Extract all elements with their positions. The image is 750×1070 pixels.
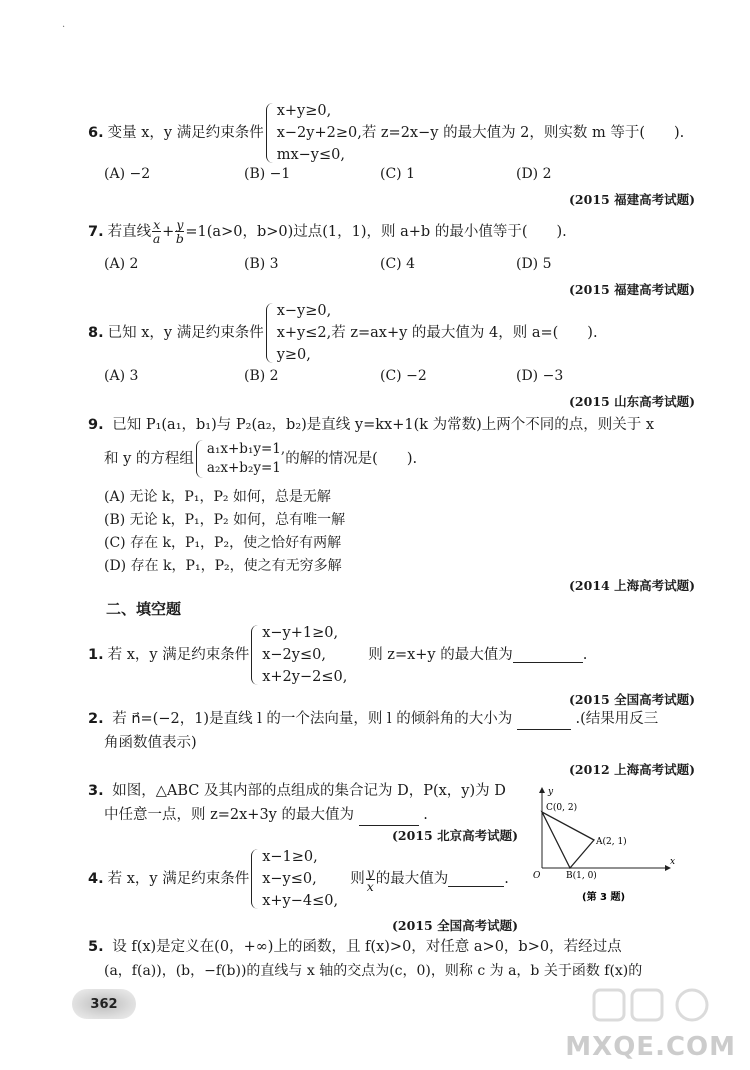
triangle-abc xyxy=(542,812,594,868)
question-text: 若 x，y 满足约束条件 xyxy=(107,647,250,663)
option-d: (D) 2 xyxy=(516,166,552,182)
option-d: (D) 5 xyxy=(516,256,552,272)
question-text: 若 n⃗=(−2，1)是直线 l 的一个法向量，则 l 的倾斜角的大小为 xyxy=(112,711,513,727)
option-c: (C) 存在 k，P₁，P₂，使之恰好有两解 xyxy=(104,535,342,551)
question-6 xyxy=(88,100,688,166)
question-text: 已知 x，y 满足约束条件 xyxy=(107,325,264,341)
question-number: 6. xyxy=(88,125,104,141)
constraint: x−2y+2≥0, xyxy=(276,125,362,141)
brace xyxy=(266,103,273,163)
punctuation: . xyxy=(582,647,588,663)
punctuation: . xyxy=(504,871,509,887)
question-text: 已知 P₁(a₁，b₁)与 P₂(a₂，b₂)是直线 y=kx+1(k 为常数)上两个不同的点，则关于 x xyxy=(112,417,655,433)
constraint: x−y≤0, xyxy=(262,871,317,887)
constraint: x+y≤2, xyxy=(276,325,332,341)
question-number: 5. xyxy=(88,939,104,955)
question-text: 若 z=2x−y 的最大值为 2，则实数 m 等于( ). xyxy=(361,125,685,141)
constraint: x+y−4≤0, xyxy=(262,893,339,909)
answer-blank[interactable] xyxy=(513,648,583,663)
brace xyxy=(266,303,273,363)
punctuation: . xyxy=(423,807,428,823)
fill-question-3 xyxy=(88,780,528,802)
equation-system xyxy=(207,440,285,478)
question-number: 2. xyxy=(88,711,104,727)
question-number: 3. xyxy=(88,783,104,799)
source-note: (2015 福建高考试题) xyxy=(569,282,695,297)
constraint: x−2y≤0, xyxy=(262,647,326,663)
question-number: 7. xyxy=(88,223,104,240)
brace xyxy=(251,849,258,909)
question-text: 则 xyxy=(350,871,365,887)
constraint: y≥0, xyxy=(276,347,311,363)
question-text: 若 z=ax+y 的最大值为 4，则 a=( ). xyxy=(331,325,598,341)
option-a: (A) −2 xyxy=(104,166,151,182)
fraction xyxy=(175,218,184,245)
option-a: (A) 2 xyxy=(104,256,139,272)
constraint: mx−y≤0, xyxy=(276,147,345,163)
point-c-label: C(0, 2) xyxy=(546,803,578,813)
origin-label: O xyxy=(533,871,541,881)
page-number: 362 xyxy=(72,989,136,1019)
question-text: 的最大值为 xyxy=(375,871,449,887)
fill-question-5-line-2: (a，f(a))，(b，−f(b))的直线与 x 轴的交点为(c，0)，则称 c 为 a，b 关于函数 f(x)的 xyxy=(104,963,643,979)
constraint: x−y≥0, xyxy=(276,303,332,319)
point-a-label: A(2, 1) xyxy=(596,837,627,847)
source-note: (2014 上海高考试题) xyxy=(569,578,695,593)
fill-question-2 xyxy=(88,708,688,730)
question-text: 设 f(x)是定义在(0，+∞)上的函数，且 f(x)>0，对任意 a>0，b>0，若经过点 xyxy=(112,939,622,955)
section-title: 二、填空题 xyxy=(106,600,182,618)
constraint: x−y+1≥0, xyxy=(262,625,339,641)
question-text: 若 x，y 满足约束条件 xyxy=(107,871,250,887)
x-axis-label: x xyxy=(670,857,676,867)
equation: a₂x+b₂y=1 xyxy=(206,460,281,476)
source-note: (2015 全国高考试题) xyxy=(392,918,518,933)
denominator: b xyxy=(175,231,184,246)
denominator: a xyxy=(152,231,161,246)
source-note: (2012 上海高考试题) xyxy=(569,762,695,777)
option-b: (B) 2 xyxy=(244,368,279,384)
question-text: =1(a>0，b>0)过点(1，1)，则 a+b 的最小值等于( ). xyxy=(185,223,567,240)
fill-question-1 xyxy=(88,622,688,688)
question-number: 1. xyxy=(88,647,104,663)
point-b-label: B(1, 0) xyxy=(566,871,597,881)
fraction xyxy=(152,218,161,245)
fill-question-3-line-2 xyxy=(104,804,524,826)
constraint-system xyxy=(262,622,368,688)
constraint: x+y≥0, xyxy=(276,103,332,119)
question-number: 9. xyxy=(88,417,104,433)
source-note: (2015 山东高考试题) xyxy=(569,394,695,409)
source-note: (2015 全国高考试题) xyxy=(569,692,695,707)
question-7 xyxy=(88,218,688,245)
answer-blank[interactable] xyxy=(517,715,571,730)
fill-question-5 xyxy=(88,936,688,958)
denominator: x xyxy=(366,878,374,894)
question-number: 4. xyxy=(88,871,104,887)
question-8 xyxy=(88,300,688,366)
option-b: (B) 3 xyxy=(244,256,279,272)
options-9 xyxy=(104,486,704,578)
watermark-text: MXQE.COM xyxy=(565,1032,736,1062)
question-text: 则 z=x+y 的最大值为 xyxy=(368,647,513,663)
brace xyxy=(251,625,258,685)
question-text: 的解的情况是( ). xyxy=(285,451,418,467)
numerator: x xyxy=(153,217,161,232)
question-9-line-2 xyxy=(104,440,704,478)
constraint-system xyxy=(277,300,332,366)
question-text: 变量 x，y 满足约束条件 xyxy=(107,125,264,141)
plus-sign: + xyxy=(162,223,175,240)
source-note: (2015 福建高考试题) xyxy=(569,192,695,207)
option-d: (D) 存在 k，P₁，P₂，使之有无穷多解 xyxy=(104,558,342,574)
option-c: (C) 1 xyxy=(380,166,415,182)
answer-blank[interactable] xyxy=(359,811,419,826)
option-a: (A) 3 xyxy=(104,368,139,384)
constraint: x+2y−2≤0, xyxy=(262,669,348,685)
question-text: 和 y 的方程组 xyxy=(104,451,194,467)
equation: a₁x+b₁y=1, xyxy=(206,441,286,457)
question-number: 8. xyxy=(88,325,104,341)
option-c: (C) 4 xyxy=(380,256,415,272)
y-axis-label: y xyxy=(548,787,554,797)
answer-blank[interactable] xyxy=(448,872,504,887)
question-9 xyxy=(88,414,688,436)
question-text: .(结果用反三 xyxy=(575,711,659,727)
figure-caption: (第 3 题) xyxy=(582,892,626,903)
option-b: (B) −1 xyxy=(244,166,291,182)
fraction xyxy=(366,866,375,893)
option-a: (A) 无论 k，P₁，P₂ 如何，总是无解 xyxy=(104,489,331,505)
constraint-system xyxy=(277,100,362,166)
fill-question-4 xyxy=(88,846,528,912)
brace xyxy=(196,440,203,478)
source-note: (2015 北京高考试题) xyxy=(392,828,518,843)
option-b: (B) 无论 k，P₁，P₂ 如何，总有唯一解 xyxy=(104,512,346,528)
stray-mark: · xyxy=(62,22,66,33)
question-text: 中任意一点，则 z=2x+3y 的最大值为 xyxy=(104,807,354,823)
numerator: y xyxy=(176,217,184,232)
numerator: y xyxy=(366,864,374,880)
constraint: x−1≥0, xyxy=(262,849,318,865)
fill-question-2-line-2: 角函数值表示) xyxy=(104,735,197,751)
constraint-system xyxy=(262,846,350,912)
question-text: 如图，△ABC 及其内部的点组成的集合记为 D，P(x，y)为 D xyxy=(112,783,506,799)
option-d: (D) −3 xyxy=(516,368,564,384)
question-text: 若直线 xyxy=(107,223,152,240)
option-c: (C) −2 xyxy=(380,368,427,384)
triangle-figure xyxy=(532,784,682,904)
